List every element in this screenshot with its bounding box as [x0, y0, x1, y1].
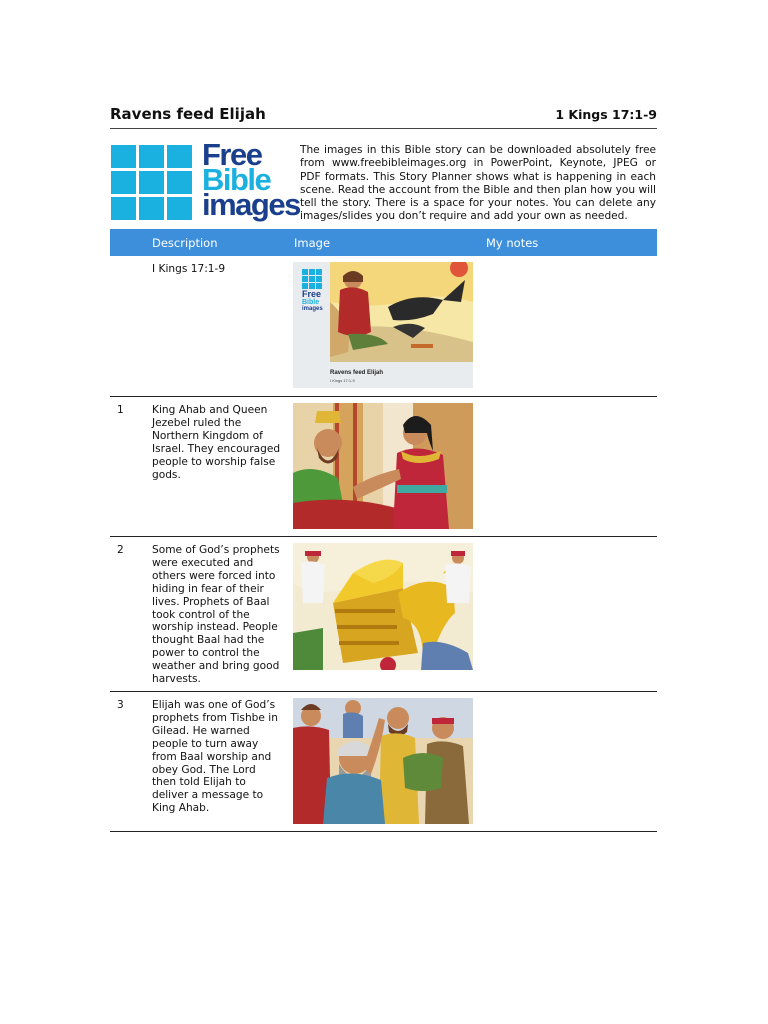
scene-image-golden-calf[interactable]: [293, 543, 473, 670]
scene-description: King Ahab and Queen Jezebel ruled the Northern Kingdom of Israel. They encouraged people to worship false gods.: [152, 404, 281, 481]
logo-wordmark: [202, 137, 300, 222]
column-header-image: Image: [294, 236, 331, 250]
logo-grid-icon: [111, 145, 194, 222]
slide-reference: I Kings 17:1-9: [330, 378, 355, 383]
slide-logo-word-free: Free: [302, 289, 322, 299]
page-title: Ravens feed Elijah: [110, 105, 266, 123]
scene-number: 3: [117, 699, 124, 711]
logo-word-images: images: [202, 187, 300, 222]
scene-description: Elijah was one of God’s prophets from Tishbe in Gilead. He warned people to turn away from Baal worship and obey God. The Lord then told Elijah to deliver a message to King Ahab.: [152, 699, 278, 815]
notes-cell[interactable]: [486, 404, 646, 524]
table-row: [110, 397, 657, 537]
logo-word-free: Free: [202, 137, 262, 172]
slide-logo-icon: [302, 269, 322, 289]
column-header-description: Description: [152, 236, 218, 250]
scene-number: 2: [117, 544, 124, 556]
notes-cell[interactable]: [486, 263, 646, 383]
slide-logo-word-bible: Bible: [302, 299, 320, 306]
intro-paragraph: The images in this Bible story can be downloaded absolutely free from www.freebibleimages.org in PowerPoint, Keynote, JPEG or PDF formats. This Story Planner shows what is happening in each scene. Read the account from the Bible and then plan how you will tell the story. There is a space for your notes. You can delete any images/slides you don’t require and add your own as needed.: [300, 144, 656, 223]
scene-number: 1: [117, 404, 124, 416]
ahab-jezebel-illustration: [293, 403, 473, 529]
scene-image-ahab-jezebel[interactable]: [293, 403, 473, 529]
elijah-crowd-illustration: [293, 698, 473, 824]
title-slide-illustration: [293, 262, 473, 388]
scene-description: Some of God’s prophets were executed and others were forced into hiding in fear of their lives. Prophets of Baal took control of the worship instead. People thought Baal had the power to control the weather and bring good harvests.: [152, 544, 280, 686]
golden-calf-illustration: [293, 543, 473, 670]
notes-cell[interactable]: [486, 544, 646, 664]
scene-image-elijah-crowd[interactable]: [293, 698, 473, 824]
notes-cell[interactable]: [486, 699, 646, 819]
table-row: [110, 537, 657, 692]
scene-description: I Kings 17:1-9: [152, 263, 226, 275]
slide-title: Ravens feed Elijah: [330, 370, 384, 376]
document-header: [110, 105, 657, 129]
scene-image-title-slide[interactable]: [293, 262, 473, 388]
table-row: [110, 692, 657, 832]
bible-reference: 1 Kings 17:1-9: [555, 107, 657, 122]
free-bible-images-logo: [111, 137, 300, 225]
slide-logo-word-images: images: [302, 306, 323, 312]
table-row: [110, 256, 657, 397]
logo-word-bible: Bible: [202, 162, 271, 197]
table-header: [110, 229, 657, 256]
column-header-notes: My notes: [486, 236, 539, 250]
